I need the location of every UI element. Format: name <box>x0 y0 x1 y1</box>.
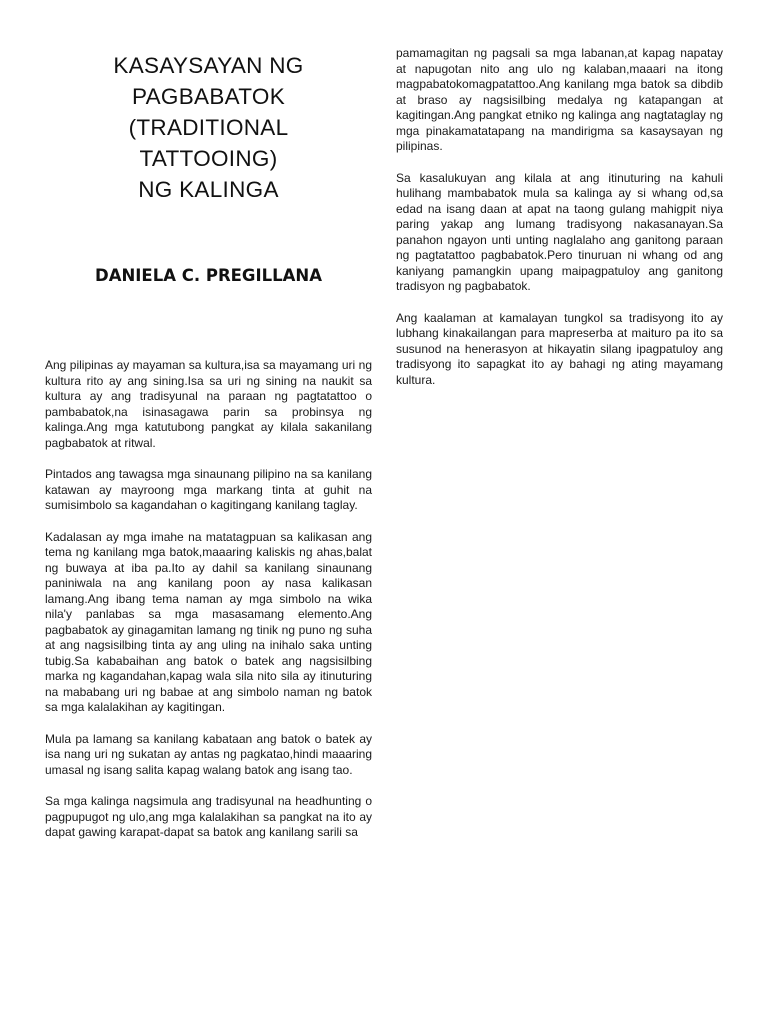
title-line: KASAYSAYAN NG <box>113 53 304 78</box>
paragraph: Ang kaalaman at kamalayan tungkol sa tradisyong ito ay lubhang kinakailangan para mapreserba at maituro pa ito sa susunod na henerasyon at hikayatin silang ipagpatuloy ang tradisyong ito sapagkat ito ay bahagi ng ating mayamang kultura. <box>396 310 723 387</box>
author-name: DANIELA C. PREGILLANA <box>95 266 322 285</box>
paragraph: Sa kasalukuyan ang kilala at ang itinuturing na kahuli hulihang mambabatok mula sa kalinga ay si whang od,sa edad na isang daan at apat na taong gulang mahigpit niya paring yakap ang lumang tradisyong nakasanayan.Sa panahon ngayon unti unting naglalaho ang ganitong paraan ng pagtatattoo pagbabatok.Pero tinuruan ni whang od ang kaniyang pamangkin upang maipagpatuloy ang ganitong tradisyon ng pagbabatok. <box>396 170 723 293</box>
paragraph: Mula pa lamang sa kanilang kabataan ang batok o batek ay isa nang uri ng sukatan ay antas ng pagkatao,hindi maaaring umasal ng isang salita kapag walang batok ang isang tao. <box>45 731 372 777</box>
right-body-text <box>396 46 723 404</box>
paragraph: Sa mga kalinga nagsimula ang tradisyunal na headhunting o pagpupugot ng ulo,ang mga kalalakihan sa pangkat na ito ay dapat gawing karapat-dapat sa batok ang kanilang sarili sa <box>45 794 372 839</box>
paragraph: Kadalasan ay mga imahe na matatagpuan sa kalikasan ang tema ng kanilang mga batok,maaaring kaliskis ng ahas,balat ng buwaya at iba pa.Ito ay dahil sa kanilang sinaunang paniniwala na ang kanilang poon ay nasa kalikasan lamang.Ang ibang tema naman ay mga simbolo na wika nila'y panlabas sa mga masasamang elemento.Ang pagbabatok ay ginagamitan lamang ng tinik ng puno ng suha at ang nagsisilbing tinta ay ang uling na inihalo saka unting tubig.Sa kababaihan ang batok o batek ang nagsisilbing marka ng kagandahan,kapag wala sila nito sila ay itinuturing na mababang uri ng babae at ang simbolo naman ng batok sa mga kalalakihan ay kagitingan. <box>45 529 372 714</box>
title-line: TATTOOING) <box>139 146 278 171</box>
paragraph: Pintados ang tawagsa mga sinaunang pilipino na sa kanilang katawan ay mayroong mga markang tinta at guhit na sumisimbolo sa kagandahan o kagitingang kanilang taglay. <box>45 467 372 512</box>
paragraph: Ang pilipinas ay mayaman sa kultura,isa sa mayamang uri ng kultura rito ay ang sining.Isa sa uri ng sining na naukit sa kultura ay ang tradisyunal na paraan ng pagtatattoo o pambabatok,na isinasagawa parin sa probinsya ng kalinga.Ang mga katutubong pangkat ay kilala sakanilang pagbabatok at ritwal. <box>45 358 372 450</box>
left-body-text <box>45 358 372 857</box>
title-line: (TRADITIONAL <box>128 115 289 140</box>
paragraph: pamamagitan ng pagsali sa mga labanan,at kapag napatay at napugotan nito ang ulo ng kalaban,maaari na itong magpabatokomagpatattoo.Ang kanilang mga batok sa dibdib at braso ay nagsisilbing medalya ng katapangan at kagitingan.Ang pangkat etniko ng kalinga ang nagtataglay ng mga pinakamatatapang na mandirigma sa kasaysayan ng pilipinas. <box>396 46 723 153</box>
document-title <box>45 0 372 205</box>
title-line: PAGBABATOK <box>131 84 286 109</box>
left-column <box>45 0 372 839</box>
title-line: NG KALINGA <box>138 177 279 202</box>
